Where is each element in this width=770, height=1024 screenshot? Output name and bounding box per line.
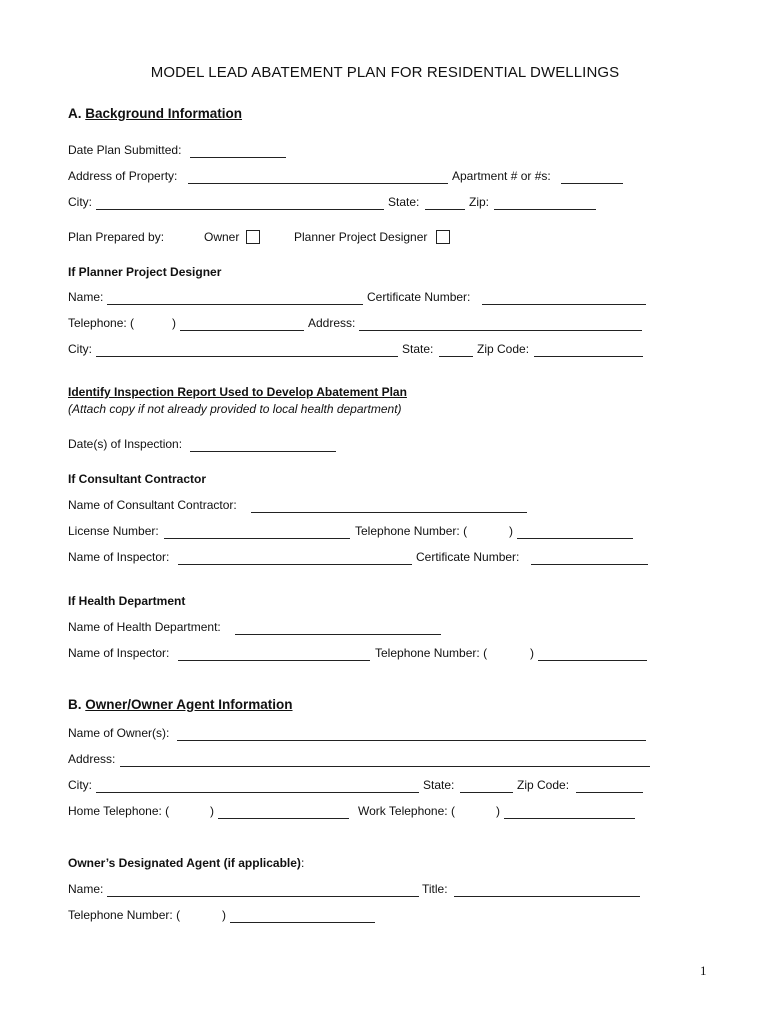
zip-label: Zip: (469, 195, 490, 209)
health-heading: If Health Department (68, 594, 186, 608)
row-owner-city (68, 778, 708, 796)
row-plan-prepared-by (68, 230, 708, 248)
agent-title-field[interactable] (454, 896, 640, 897)
consultant-certificate-field[interactable] (531, 564, 648, 565)
agent-paren-close: ) (222, 908, 226, 922)
health-name-label: Name of Health Department: (68, 620, 221, 634)
row-owner-address (68, 752, 708, 770)
owner-state-field[interactable] (460, 792, 513, 793)
health-inspector-field[interactable] (178, 660, 370, 661)
planner-name-label: Name: (68, 290, 104, 304)
row-owner-name (68, 726, 708, 744)
owner-state-label: State: (423, 778, 455, 792)
consultant-certificate-label: Certificate Number: (416, 550, 520, 564)
apartment-label: Apartment # or #s: (452, 169, 551, 183)
row-planner-telephone (68, 316, 708, 334)
row-consultant-license (68, 524, 708, 542)
inspection-heading: Identify Inspection Report Used to Develop Abatement Plan (68, 385, 407, 399)
row-agent-telephone (68, 908, 708, 926)
plan-prepared-by-label: Plan Prepared by: (68, 230, 165, 244)
row-city-state-zip (68, 195, 708, 213)
planner-checkbox[interactable] (436, 230, 450, 244)
address-of-property-label: Address of Property: (68, 169, 178, 183)
planner-name-field[interactable] (107, 304, 363, 305)
agent-name-field[interactable] (107, 896, 419, 897)
section-a-title: Background Information (85, 106, 243, 121)
consultant-paren-close: ) (509, 524, 513, 538)
planner-zip-label: Zip Code: (477, 342, 530, 356)
row-address-of-property (68, 169, 708, 187)
planner-telephone-label: Telephone: ( (68, 316, 135, 330)
state-label: State: (388, 195, 420, 209)
owner-zip-field[interactable] (576, 792, 643, 793)
planner-option-label: Planner Project Designer (294, 230, 428, 244)
consultant-name-field[interactable] (251, 512, 527, 513)
health-name-field[interactable] (235, 634, 441, 635)
agent-heading (68, 856, 304, 870)
owner-city-label: City: (68, 778, 92, 792)
page-number: 1 (700, 963, 707, 978)
planner-heading: If Planner Project Designer (68, 265, 222, 279)
row-consultant-name (68, 498, 708, 516)
section-b-title: Owner/Owner Agent Information (85, 697, 293, 712)
planner-paren-close: ) (172, 316, 176, 330)
agent-telephone-field[interactable] (230, 922, 375, 923)
health-telephone-label: Telephone Number: ( (375, 646, 488, 660)
home-paren-close: ) (210, 804, 214, 818)
owner-option-label: Owner (204, 230, 240, 244)
health-telephone-field[interactable] (538, 660, 647, 661)
section-b-heading (68, 697, 293, 712)
home-telephone-label: Home Telephone: ( (68, 804, 170, 818)
planner-state-field[interactable] (439, 356, 473, 357)
planner-city-field[interactable] (96, 356, 398, 357)
work-paren-close: ) (496, 804, 500, 818)
row-date-plan-submitted (68, 143, 708, 161)
section-b-prefix: B. (68, 697, 82, 712)
row-planner-city (68, 342, 708, 360)
planner-certificate-field[interactable] (482, 304, 646, 305)
row-planner-name (68, 290, 708, 308)
owner-address-field[interactable] (120, 766, 650, 767)
city-label: City: (68, 195, 92, 209)
apartment-field[interactable] (561, 183, 623, 184)
inspection-note: (Attach copy if not already provided to local health department) (68, 402, 402, 416)
work-telephone-field[interactable] (504, 818, 635, 819)
planner-address-label: Address: (308, 316, 356, 330)
date-plan-submitted-field[interactable] (190, 157, 286, 158)
owner-name-field[interactable] (177, 740, 646, 741)
row-health-name (68, 620, 708, 638)
planner-telephone-field[interactable] (180, 330, 304, 331)
row-dates-of-inspection (68, 437, 708, 455)
owner-city-field[interactable] (96, 792, 419, 793)
work-telephone-label: Work Telephone: ( (358, 804, 455, 818)
owner-name-label: Name of Owner(s): (68, 726, 170, 740)
document-title: MODEL LEAD ABATEMENT PLAN FOR RESIDENTIAL DWELLINGS (150, 64, 620, 81)
dates-of-inspection-field[interactable] (190, 451, 336, 452)
owner-checkbox[interactable] (246, 230, 260, 244)
row-consultant-inspector (68, 550, 708, 568)
row-agent-name (68, 882, 708, 900)
section-a-prefix: A. (68, 106, 82, 121)
consultant-inspector-field[interactable] (178, 564, 412, 565)
consultant-license-label: License Number: (68, 524, 159, 538)
owner-zip-label: Zip Code: (517, 778, 570, 792)
city-field[interactable] (96, 209, 384, 210)
planner-certificate-label: Certificate Number: (367, 290, 471, 304)
consultant-inspector-label: Name of Inspector: (68, 550, 170, 564)
home-telephone-field[interactable] (218, 818, 349, 819)
state-field[interactable] (425, 209, 465, 210)
consultant-name-label: Name of Consultant Contractor: (68, 498, 237, 512)
agent-heading-text: Owner’s Designated Agent (if applicable) (68, 856, 301, 870)
agent-heading-colon: : (300, 856, 305, 870)
zip-field[interactable] (494, 209, 596, 210)
dates-of-inspection-label: Date(s) of Inspection: (68, 437, 183, 451)
agent-telephone-label: Telephone Number: ( (68, 908, 181, 922)
consultant-heading: If Consultant Contractor (68, 472, 206, 486)
date-plan-submitted-label: Date Plan Submitted: (68, 143, 182, 157)
agent-title-label: Title: (422, 882, 448, 896)
consultant-telephone-label: Telephone Number: ( (355, 524, 468, 538)
planner-address-field[interactable] (359, 330, 642, 331)
health-inspector-label: Name of Inspector: (68, 646, 170, 660)
row-health-inspector (68, 646, 708, 664)
section-a-heading (68, 106, 242, 121)
planner-state-label: State: (402, 342, 434, 356)
consultant-telephone-field[interactable] (517, 538, 633, 539)
agent-name-label: Name: (68, 882, 104, 896)
consultant-license-field[interactable] (164, 538, 350, 539)
planner-zip-field[interactable] (534, 356, 643, 357)
address-of-property-field[interactable] (188, 183, 448, 184)
row-owner-telephones (68, 804, 708, 822)
owner-address-label: Address: (68, 752, 116, 766)
health-paren-close: ) (530, 646, 534, 660)
planner-city-label: City: (68, 342, 92, 356)
